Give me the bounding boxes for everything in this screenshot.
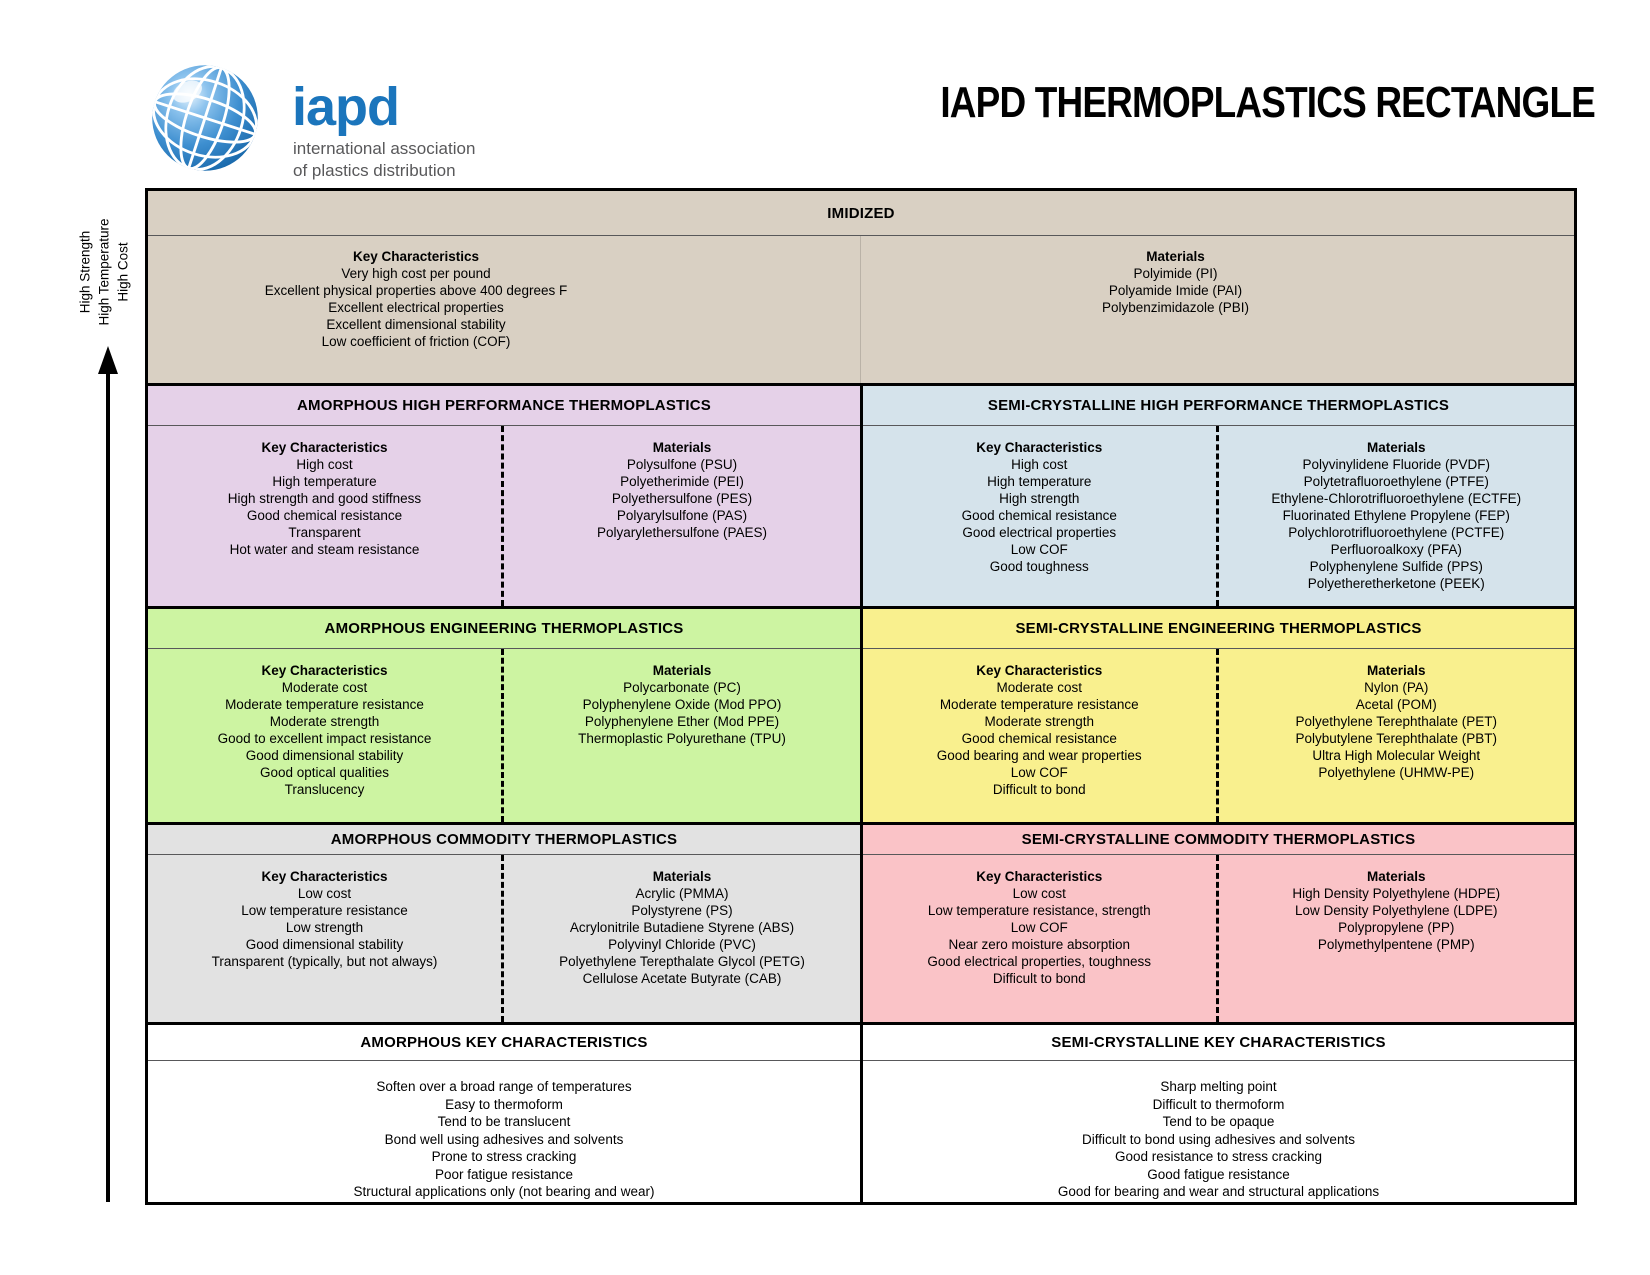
characteristics-cell <box>863 855 1219 1022</box>
section-title: AMORPHOUS ENGINEERING THERMOPLASTICS <box>148 609 860 649</box>
characteristics-cell <box>148 426 504 606</box>
section-amorphous-high-performance <box>148 386 863 606</box>
materials-heading: Materials <box>1366 663 1426 678</box>
materials-list: High Density Polyethylene (HDPE) Low Density Polyethylene (LDPE) Polypropylene (PP) Polymethylpentene (PMP) <box>1292 886 1501 952</box>
materials-heading: Materials <box>1146 249 1205 264</box>
imidized-characteristics-cell <box>148 236 861 383</box>
section-imidized <box>148 191 1574 386</box>
materials-heading: Materials <box>1366 440 1426 455</box>
section-title: SEMI-CRYSTALLINE ENGINEERING THERMOPLASTICS <box>863 609 1574 649</box>
row-commodity <box>148 825 1574 1025</box>
row-high-performance <box>148 386 1574 609</box>
characteristics-heading: Key Characteristics <box>352 249 480 264</box>
materials-heading: Materials <box>652 869 712 884</box>
characteristics-list: Low cost Low temperature resistance Low strength Good dimensional stability Transparent (typically, but not always) <box>211 886 438 969</box>
characteristics-list: High cost High temperature High strength Good chemical resistance Good electrical properties Low COF Good toughness <box>961 457 1117 574</box>
section-amorphous-commodity <box>148 825 863 1022</box>
materials-list: Nylon (PA) Acetal (POM) Polyethylene Terephthalate (PET) Polybutylene Terephthalate (PBT) Ultra High Molecular Weight Polyethylene (UHMW-PE) <box>1295 680 1498 780</box>
imidized-characteristics-list: Very high cost per pound Excellent physical properties above 400 degrees F Excellent electrical properties Excellent dimensional stability Low coefficient of friction (COF) <box>264 266 568 349</box>
characteristics-heading: Key Characteristics <box>261 869 388 884</box>
materials-heading: Materials <box>652 663 712 678</box>
section-title: SEMI-CRYSTALLINE KEY CHARACTERISTICS <box>863 1025 1574 1061</box>
characteristics-list: High cost High temperature High strength and good stiffness Good chemical resistance Transparent Hot water and steam resistance <box>227 457 422 557</box>
section-title: SEMI-CRYSTALLINE HIGH PERFORMANCE THERMOPLASTICS <box>863 386 1574 426</box>
materials-heading: Materials <box>652 440 712 455</box>
section-semi-crystalline-engineering <box>863 609 1574 822</box>
y-axis-arrow-head <box>98 346 118 374</box>
characteristics-heading: Key Characteristics <box>976 440 1103 455</box>
materials-list: Polysulfone (PSU) Polyetherimide (PEI) Polyethersulfone (PES) Polyarylsulfone (PAS) Polyarylethersulfone (PAES) <box>596 457 768 540</box>
characteristics-heading: Key Characteristics <box>976 869 1103 884</box>
iapd-subtitle: international association of plastics distribution <box>293 139 476 180</box>
characteristics-heading: Key Characteristics <box>261 663 388 678</box>
materials-heading: Materials <box>1366 869 1426 884</box>
characteristics-heading: Key Characteristics <box>261 440 388 455</box>
materials-cell <box>1219 649 1575 822</box>
characteristics-cell <box>863 426 1219 606</box>
section-amorphous-key-characteristics <box>148 1025 863 1202</box>
characteristics-cell <box>148 855 504 1022</box>
characteristics-list: Low cost Low temperature resistance, strength Low COF Near zero moisture absorption Good electrical properties, toughness Difficult to bond <box>927 886 1152 986</box>
iapd-globe-logo <box>150 62 260 174</box>
imidized-materials-list: Polyimide (PI) Polyamide Imide (PAI) Polybenzimidazole (PBI) <box>1101 266 1250 315</box>
materials-list: Polyvinylidene Fluoride (PVDF) Polytetrafluoroethylene (PTFE) Ethylene-Chlorotrifluoroethylene (ECTFE) Fluorinated Ethylene Propylene (FEP) Polychlorotrifluoroethylene (PCTFE) Perfluoroalkoxy (PFA) Polyphenylene Sulfide (PPS) Polyetheretherketone (PEEK) <box>1271 457 1522 591</box>
materials-list: Polycarbonate (PC) Polyphenylene Oxide (Mod PPO) Polyphenylene Ether (Mod PPE) Thermoplastic Polyurethane (TPU) <box>578 680 786 746</box>
section-semi-crystalline-commodity <box>863 825 1574 1022</box>
section-title: SEMI-CRYSTALLINE COMMODITY THERMOPLASTICS <box>863 825 1574 855</box>
thermoplastics-table <box>145 188 1577 1205</box>
characteristics-cell <box>863 649 1219 822</box>
section-semi-crystalline-key-characteristics <box>863 1025 1574 1202</box>
characteristics-list: Moderate cost Moderate temperature resistance Moderate strength Good chemical resistance Good bearing and wear properties Low COF Difficult to bond <box>936 680 1142 797</box>
materials-cell <box>1219 855 1575 1022</box>
section-semi-crystalline-high-performance <box>863 386 1574 606</box>
materials-cell <box>504 855 860 1022</box>
row-key-characteristics <box>148 1025 1574 1202</box>
characteristics-heading: Key Characteristics <box>976 663 1103 678</box>
amorphous-key-list: Soften over a broad range of temperatures Easy to thermoform Tend to be translucent Bond well using adhesives and solvents Prone to stress cracking Poor fatigue resistance Structural applications only (not bearing and wear) <box>148 1061 860 1202</box>
materials-cell <box>504 426 860 606</box>
section-title: AMORPHOUS COMMODITY THERMOPLASTICS <box>148 825 860 855</box>
materials-cell <box>1219 426 1575 606</box>
row-engineering <box>148 609 1574 825</box>
y-axis-arrow-shaft <box>106 372 110 1202</box>
semi-crystalline-key-list: Sharp melting point Difficult to thermoform Tend to be opaque Difficult to bond using adhesives and solvents Good resistance to stress cracking Good fatigue resistance Good for bearing and wear and structural applications <box>863 1061 1574 1202</box>
materials-cell <box>504 649 860 822</box>
section-title: AMORPHOUS HIGH PERFORMANCE THERMOPLASTICS <box>148 386 860 426</box>
characteristics-list: Moderate cost Moderate temperature resistance Moderate strength Good to excellent impact resistance Good dimensional stability Good optical qualities Translucency <box>217 680 432 797</box>
iapd-wordmark: iapd <box>292 77 400 137</box>
imidized-materials-cell <box>861 236 1574 383</box>
section-amorphous-engineering <box>148 609 863 822</box>
materials-list: Acrylic (PMMA) Polystyrene (PS) Acrylonitrile Butadiene Styrene (ABS) Polyvinyl Chloride (PVC) Polyethylene Terepthalate Glycol (PETG) Cellulose Acetate Butyrate (CAB) <box>559 886 805 986</box>
page-title: IAPD THERMOPLASTICS RECTANGLE <box>940 78 1595 127</box>
section-imidized-title: IMIDIZED <box>148 191 1574 236</box>
y-axis-label: High Strength High Temperature High Cost <box>77 218 131 326</box>
section-title: AMORPHOUS KEY CHARACTERISTICS <box>148 1025 860 1061</box>
characteristics-cell <box>148 649 504 822</box>
